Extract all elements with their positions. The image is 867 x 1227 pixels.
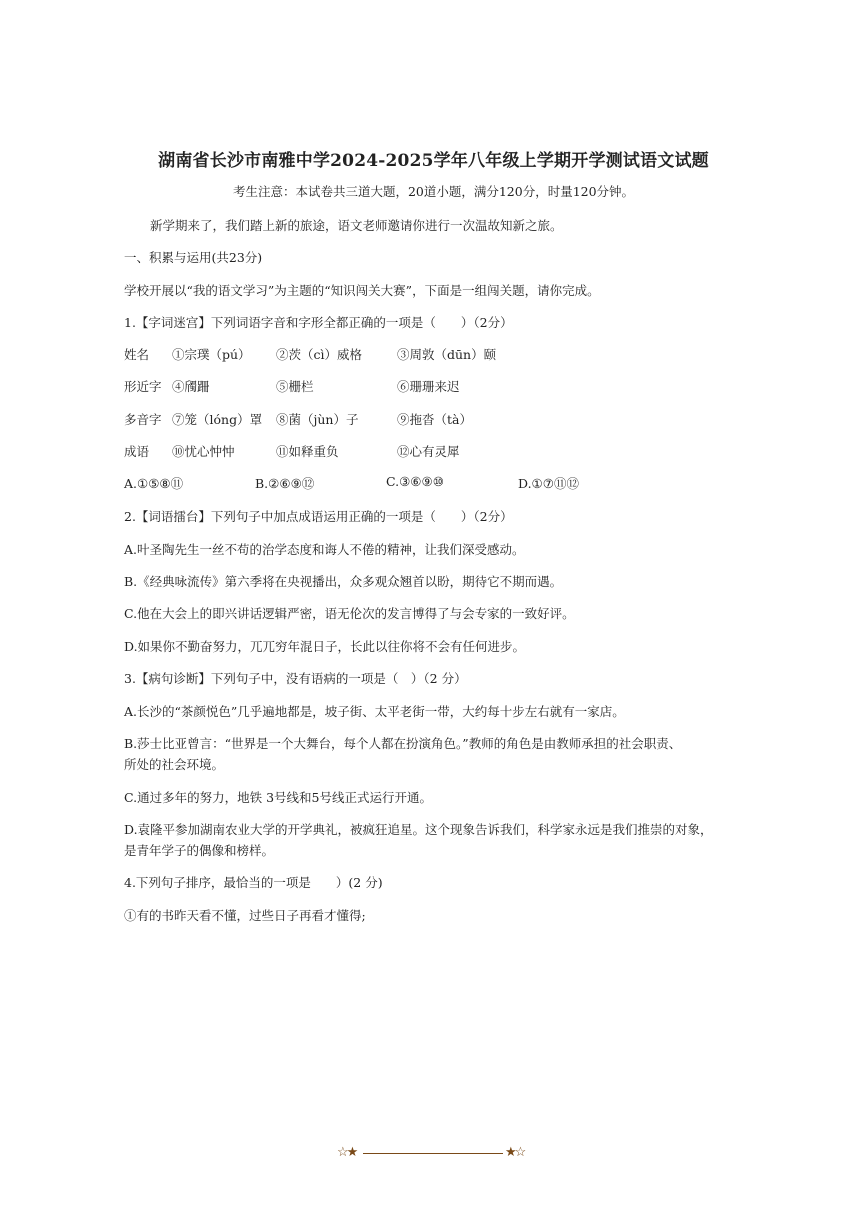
q3-option-b: B.莎士比亚曾言：“世界是一个大舞台，每个人都在扮演角色。”教师的角色是由教师承担的社会职责、 [124, 736, 682, 751]
footer-divider [363, 1153, 503, 1154]
q1-option-a: A.①⑤⑧⑪ [124, 476, 184, 491]
q1-row-label: 多音字 [124, 412, 162, 427]
q3-option-d-cont: 是青年学子的偶像和榜样。 [124, 843, 275, 858]
q1-item: ①宗璞（pú） [172, 347, 251, 362]
q3-option-a: A.长沙的“茶颜悦色”几乎遍地都是，坡子街、太平老街一带，大约每十步左右就有一家店。 [124, 704, 625, 719]
question-1-stem: 1.【字词迷宫】下列词语字音和字形全都正确的一项是（ ）（2分） [124, 315, 513, 330]
star-icon: ☆★ [337, 1145, 357, 1160]
exam-notice: 考生注意：本试卷共三道大题，20道小题，满分120分，时量120分钟。 [232, 184, 635, 199]
section-lead: 学校开展以“我的语文学习”为主题的“知识闯关大赛”，下面是一组闯关题，请你完成。 [124, 283, 600, 298]
q4-sentence-1: ①有的书昨天看不懂，过些日子再看才懂得; [124, 908, 366, 923]
question-2-stem: 2.【词语擂台】下列句子中加点成语运用正确的一项是（ ）（2分） [124, 509, 513, 524]
q1-row-label: 姓名 [124, 347, 150, 362]
q2-option-a: A.叶圣陶先生一丝不苟的治学态度和诲人不倦的精神，让我们深受感动。 [124, 542, 525, 557]
q1-option-d: D.①⑦⑪⑫ [518, 476, 579, 491]
q2-option-c: C.他在大会上的即兴讲话逻辑严密，语无伦次的发言博得了与会专家的一致好评。 [124, 606, 575, 621]
star-icon: ★☆ [505, 1145, 525, 1160]
q1-item: ②茨（cì）威格 [276, 347, 362, 362]
q1-row-label: 形近字 [124, 379, 162, 394]
q3-option-d: D.袁隆平参加湖南农业大学的开学典礼，被疯狂追星。这个现象告诉我们，科学家永远是我们推崇的对象， [124, 822, 713, 837]
q1-item: ⑤栅栏 [276, 379, 314, 394]
q1-item: ⑪如释重负 [276, 444, 339, 459]
question-3-stem: 3.【病句诊断】下列句子中，没有语病的一项是（ ）（2 分） [124, 671, 467, 686]
footer-ornament [337, 1145, 537, 1163]
question-4-stem: 4.下列句子排序，最恰当的一项是 ）(2 分) [124, 875, 383, 890]
q2-option-b: B.《经典咏流传》第六季将在央视播出，众多观众翘首以盼，期待它不期而遇。 [124, 574, 563, 589]
page-title: 湖南省长沙市南雅中学2024-2025学年八年级上学期开学测试语文试题 [158, 151, 709, 171]
q1-item: ④斶跚 [172, 379, 210, 394]
q1-item: ⑧菌（jùn）子 [276, 412, 359, 427]
q3-option-c: C.通过多年的努力，地铁 3号线和5号线正式运行开通。 [124, 790, 432, 805]
q3-option-b-cont: 所处的社会环境。 [124, 757, 225, 772]
intro-text: 新学期来了，我们踏上新的旅途，语文老师邀请你进行一次温故知新之旅。 [150, 218, 563, 233]
q1-option-c: C.③⑥⑨⑩ [386, 474, 444, 489]
q1-item: ⑫心有灵犀 [397, 444, 460, 459]
q2-option-d: D.如果你不勤奋努力，兀兀穷年混日子，长此以往你将不会有任何进步。 [124, 639, 526, 654]
q1-item: ⑥珊珊来迟 [397, 379, 460, 394]
q1-item: ⑩忧心忡忡 [172, 444, 235, 459]
q1-row-label: 成语 [124, 444, 150, 459]
section-heading: 一、积累与运用(共23分) [124, 250, 263, 265]
q1-option-b: B.②⑥⑨⑫ [255, 476, 315, 491]
q1-item: ⑨拖沓（tà） [397, 412, 472, 427]
q1-item: ③周敦（dūn）颐 [397, 347, 497, 362]
q1-item: ⑦笼（lóng）罩 [172, 412, 263, 427]
